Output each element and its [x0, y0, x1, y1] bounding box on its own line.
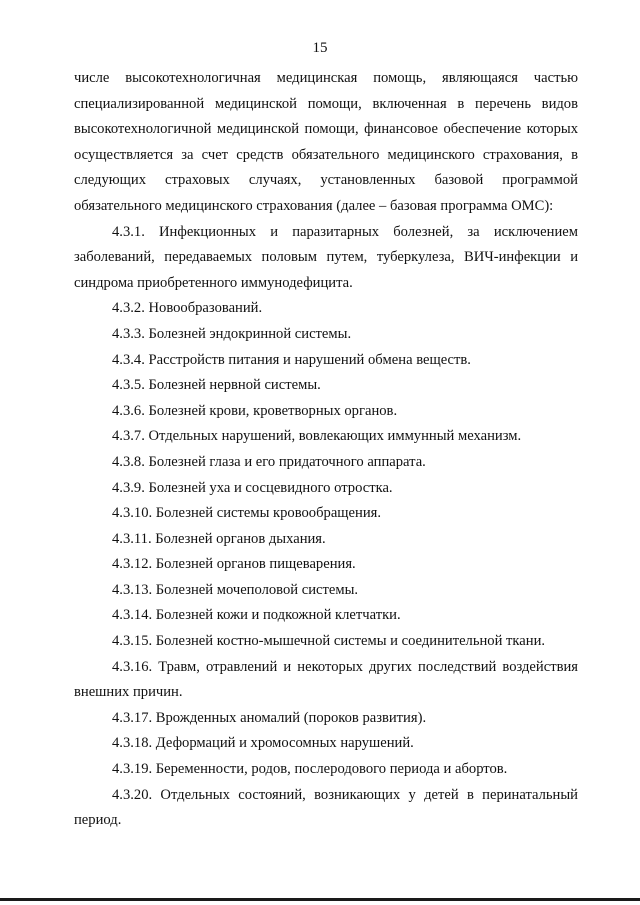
list-item-4-3-1: 4.3.1. Инфекционных и паразитарных болезней, за исключением заболеваний, передаваемых половым путем, туберкулеза, ВИЧ-инфекции и синдрома приобретенного иммунодефицита. [74, 223, 578, 291]
list-item-4-3-6: 4.3.6. Болезней крови, кроветворных органов. [112, 402, 398, 419]
list-item-4-3-3: 4.3.3. Болезней эндокринной системы. [112, 325, 352, 342]
page-bottom-border [0, 898, 640, 901]
list-item-4-3-18: 4.3.18. Деформаций и хромосомных нарушений. [112, 735, 414, 752]
list-item-4-3-10: 4.3.10. Болезней системы кровообращения. [112, 505, 381, 522]
list-item-4-3-9: 4.3.9. Болезней уха и сосцевидного отростка. [112, 479, 393, 496]
list-item-4-3-7: 4.3.7. Отдельных нарушений, вовлекающих иммунный механизм. [112, 428, 522, 445]
list-item-4-3-19: 4.3.19. Беременности, родов, послеродового периода и абортов. [112, 761, 508, 778]
page-number: 15 [312, 40, 328, 56]
list-item-4-3-8: 4.3.8. Болезней глаза и его придаточного аппарата. [112, 453, 426, 470]
list-item-4-3-11: 4.3.11. Болезней органов дыхания. [112, 530, 326, 547]
list-item-4-3-5: 4.3.5. Болезней нервной системы. [112, 377, 321, 394]
list-item-4-3-13: 4.3.13. Болезней мочеполовой системы. [112, 581, 359, 598]
list-item-4-3-20: 4.3.20. Отдельных состояний, возникающих у детей в перинатальный период. [74, 786, 578, 829]
list-item-4-3-14: 4.3.14. Болезней кожи и подкожной клетчатки. [112, 607, 401, 624]
list-item-4-3-2: 4.3.2. Новообразований. [112, 300, 263, 317]
intro-paragraph: числе высокотехнологичная медицинская помощь, являющаяся частью специализированной медицинской помощи, включенная в перечень видов высокотехнологичной медицинской помощи, финансовое обеспечение которых осуществляется за счет средств обязательного медицинского страхования, в следующих страховых случаях, установленных базовой программой обязательного медицинского страхования (далее – базовая программа ОМС): [74, 70, 578, 214]
list-item-4-3-16: 4.3.16. Травм, отравлений и некоторых других последствий воздействия внешних причин. [74, 658, 578, 701]
document-body [74, 66, 578, 834]
list-item-4-3-15: 4.3.15. Болезней костно-мышечной системы и соединительной ткани. [112, 633, 546, 650]
list-item-4-3-12: 4.3.12. Болезней органов пищеварения. [112, 556, 356, 573]
list-item-4-3-17: 4.3.17. Врожденных аномалий (пороков развития). [112, 709, 427, 726]
list-item-4-3-4: 4.3.4. Расстройств питания и нарушений обмена веществ. [112, 351, 471, 368]
